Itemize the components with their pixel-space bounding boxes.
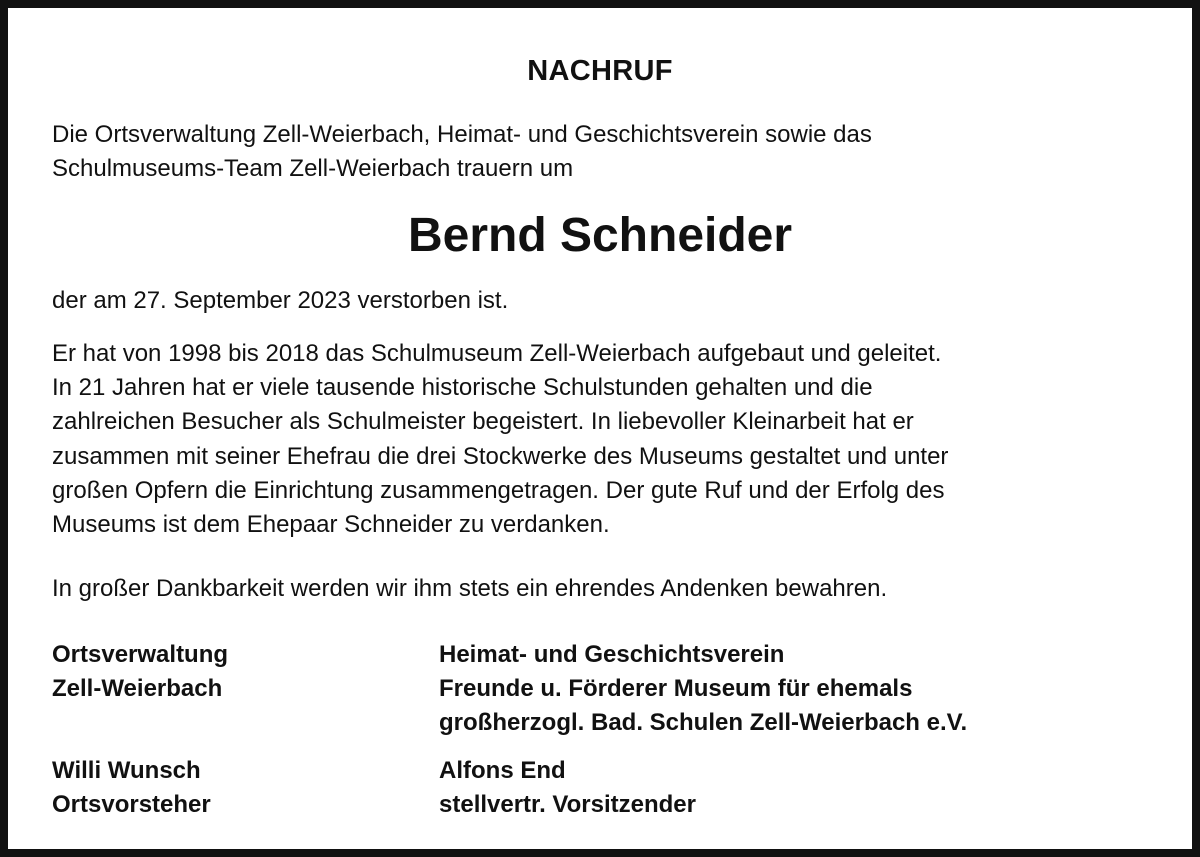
- signature-org-line: Freunde u. Förderer Museum für ehemals: [439, 675, 913, 702]
- death-date-line: der am 27. September 2023 verstorben ist.: [52, 287, 509, 314]
- deceased-name: Bernd Schneider: [407, 209, 793, 262]
- tribute-line: zusammen mit seiner Ehefrau die drei Stockwerke des Museums gestaltet und unter: [52, 442, 949, 470]
- intro-line: Die Ortsverwaltung Zell-Weierbach, Heimat- und Geschichtsverein sowie das: [52, 121, 872, 148]
- intro-line: Schulmuseums-Team Zell-Weierbach trauern um: [52, 155, 574, 182]
- signature-person-name: Willi Wunsch: [52, 757, 201, 784]
- signature-org-line: Heimat- und Geschichtsverein: [439, 641, 785, 668]
- signature-org-left: [52, 638, 412, 706]
- signature-org-line: Zell-Weierbach: [52, 675, 223, 702]
- tribute-line: In 21 Jahren hat er viele tausende historische Schulstunden gehalten und die: [52, 374, 873, 402]
- signature-person-name: Alfons End: [439, 757, 566, 784]
- tribute-line: Museums ist dem Ehepaar Schneider zu verdanken.: [52, 511, 610, 539]
- signature-org-line: Ortsverwaltung: [52, 641, 229, 668]
- intro-paragraph: [52, 118, 1162, 186]
- signature-person-right: [439, 754, 1159, 822]
- tribute-line: großen Opfern die Einrichtung zusammengetragen. Der gute Ruf und der Erfolg des: [52, 476, 945, 504]
- signature-person-title: Ortsvorsteher: [52, 791, 211, 818]
- signature-org-right: [439, 638, 1159, 740]
- signature-person-left: [52, 754, 412, 822]
- closing-sentence: In großer Dankbarkeit werden wir ihm stets ein ehrendes Andenken bewahren.: [52, 575, 888, 602]
- notice-heading: NACHRUF: [527, 55, 673, 87]
- signature-person-title: stellvertr. Vorsitzender: [439, 791, 696, 818]
- tribute-line: zahlreichen Besucher als Schulmeister begeistert. In liebevoller Kleinarbeit hat er: [52, 408, 914, 436]
- tribute-line: Er hat von 1998 bis 2018 das Schulmuseum Zell-Weierbach aufgebaut und geleitet.: [52, 340, 942, 367]
- tribute-paragraph: [52, 337, 1162, 542]
- signature-org-line: großherzogl. Bad. Schulen Zell-Weierbach e.V.: [439, 709, 968, 736]
